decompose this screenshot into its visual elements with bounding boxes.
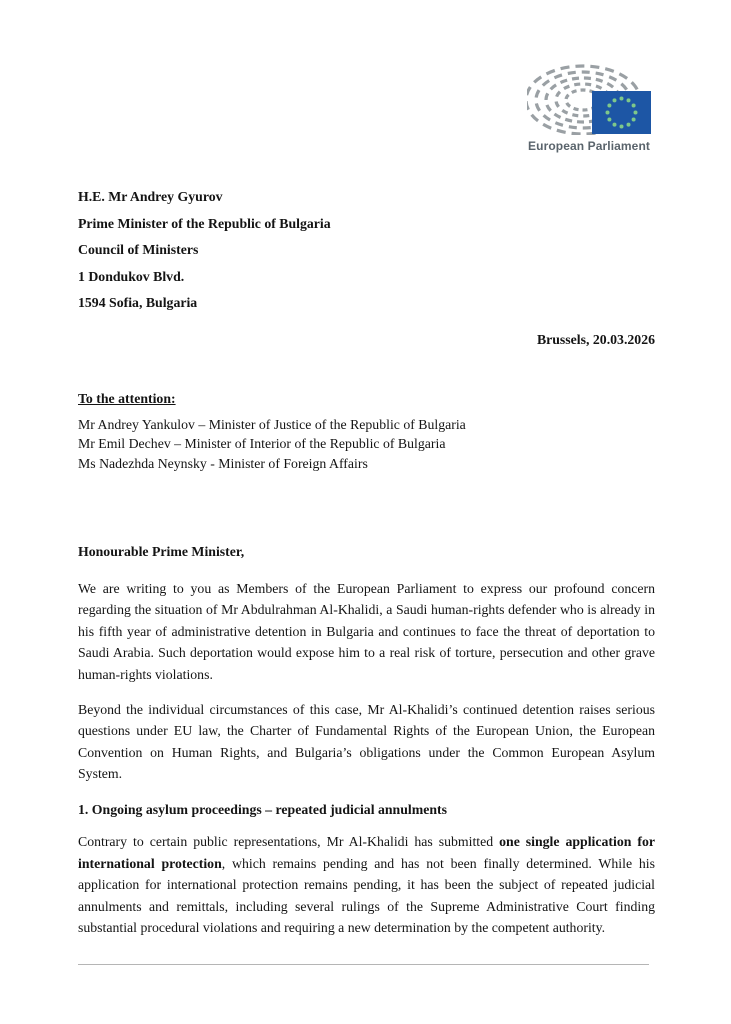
paragraph-1: We are writing to you as Members of the European Parliament to express our profound concern regarding the situation of Mr Abdulrahman Al-Khalidi, a Saudi human-rights defender who is already in his fifth year of administrative detention in Bulgaria and continues to face the threat of deportation to Saudi Arabia. Such deportation would expose him to a real risk of torture, persecution and other grave human-rights violations. xyxy=(78,580,655,682)
recipient-name: H.E. Mr Andrey Gyurov xyxy=(78,189,223,204)
letter-body xyxy=(78,0,655,952)
paragraph-3 xyxy=(78,831,655,939)
paragraph-2: Beyond the individual circumstances of this case, Mr Al-Khalidi’s continued detention raises serious questions under EU law, the Charter of Fundamental Rights of the European Union, the European Convention on Human Rights, and Bulgaria’s obligations under the Common European Asylum System. xyxy=(78,701,655,782)
attention-line: Mr Andrey Yankulov – Minister of Justice of the Republic of Bulgaria xyxy=(78,416,466,432)
section-1-heading: 1. Ongoing asylum proceedings – repeated judicial annulments xyxy=(78,801,447,817)
attention-list xyxy=(78,415,655,474)
logo-caption: European Parliament xyxy=(528,139,650,153)
recipient-street: 1 Dondukov Blvd. xyxy=(78,268,185,284)
recipient-title: Prime Minister of the Republic of Bulgaria xyxy=(78,215,331,231)
attention-heading: To the attention: xyxy=(78,391,176,406)
recipient-org: Council of Ministers xyxy=(78,242,199,257)
paragraph-3-pre: Contrary to certain public representations, Mr Al-Khalidi has submitted xyxy=(78,834,500,850)
dateline: Brussels, 20.03.2026 xyxy=(536,331,655,347)
salutation: Honourable Prime Minister, xyxy=(78,544,245,559)
recipient-city: 1594 Sofia, Bulgaria xyxy=(78,295,198,310)
attention-line: Ms Nadezhda Neynsky - Minister of Foreign Affairs xyxy=(78,455,368,471)
paragraph-3-post: , which remains pending and has not been finally determined. While his application for international protection remains pending, it has been the subject of repeated judicial annulments and remittals, including several rulings of the Supreme Administrative Court finding substantial procedural violations and requiring a new determination by the competent authority. xyxy=(78,855,655,936)
recipient-address-block xyxy=(78,184,655,317)
footnote-separator xyxy=(78,964,649,965)
attention-line: Mr Emil Dechev – Minister of Interior of the Republic of Bulgaria xyxy=(78,436,446,451)
paragraph-3-bold: one single application for international protection xyxy=(78,834,655,871)
